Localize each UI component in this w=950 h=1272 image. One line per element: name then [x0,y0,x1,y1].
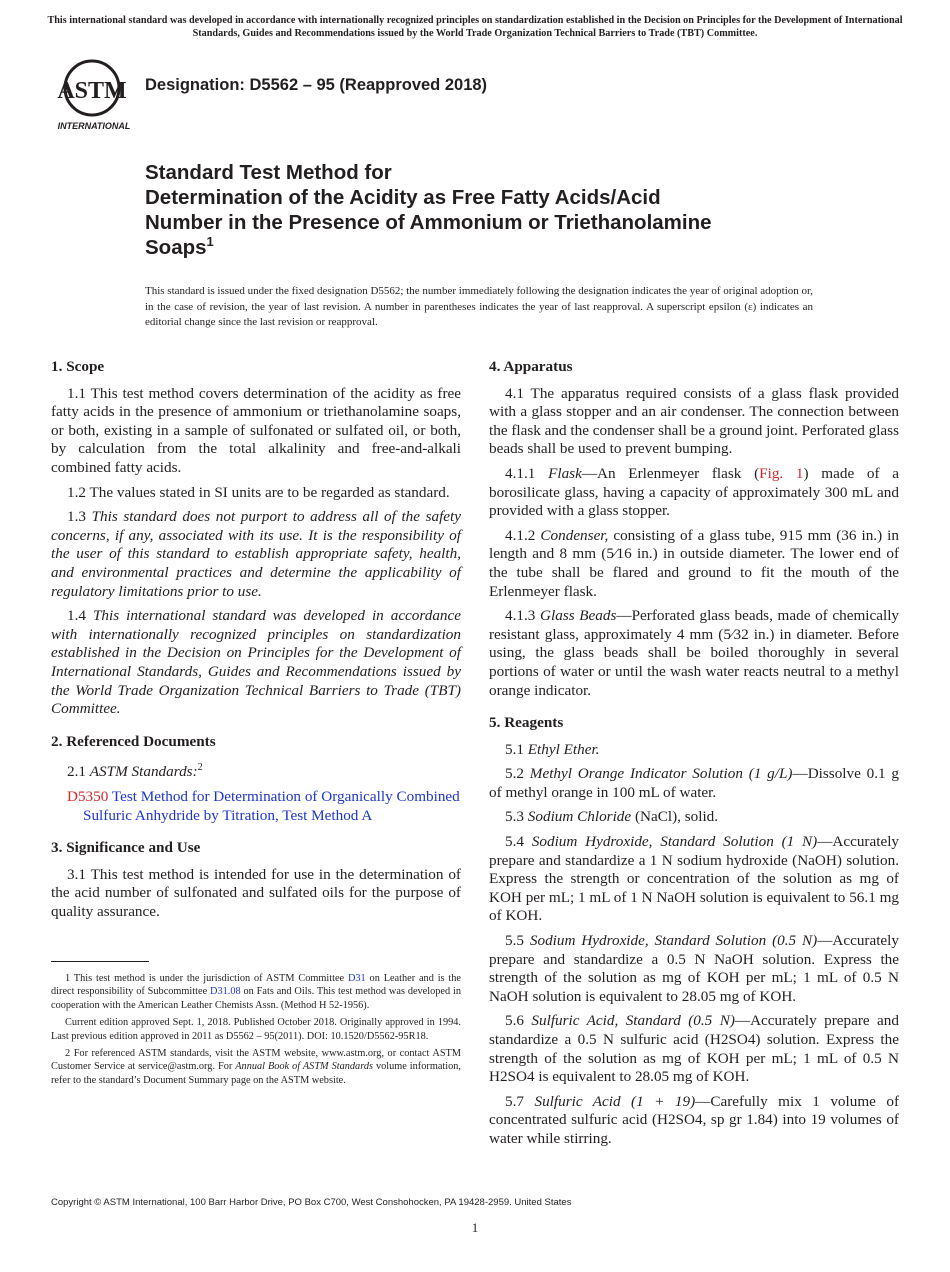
reference-d5350[interactable] [51,788,461,825]
section-reagents-heading: 5. Reagents [489,714,564,732]
designation: Designation: D5562 – 95 (Reapproved 2018) [145,76,488,94]
top-notice: This international standard was developed in accordance with internationally recognized principles on standardization established in the Decision on Principles for the Development of International Standards, Guides and Recommendations issued by the World Trade Organization Technical Barriers to Trade (TBT) Committee. [47,15,903,39]
footnote-1: 1 This test method is under the jurisdiction of ASTM Committee D31 on Leather and is the direct responsibility of Subcommittee D31.08 on Fats and Oils. This test method was developed in cooperation with the American Leather Chemists Assn. (Method H 52-1956). [51,973,462,1011]
para-4-1-2: 4.1.2 Condenser, consisting of a glass tube, 915 mm (36 in.) in length and 8 mm (5⁄16 in.) in outside diameter. The lower end of the tube shall be flared and ground to fit the mouth of the Erlenmeyer flask. [489,526,899,600]
left-column [51,358,461,928]
para-5-6: 5.6 Sulfuric Acid, Standard (0.5 N)—Accurately prepare and standardize a 0.5 N sulfuric acid (H2SO4) solution. Express the strength of the solution as mg of KOH per mL; 1 mL of 0.5 N H2SO4 is equivalent to 28.05 mg of KOH. [489,1012,899,1086]
right-column [489,358,899,1155]
para-5-5: 5.5 Sodium Hydroxide, Standard Solution (0.5 N)—Accurately prepare and standardize a 0.5 N NaOH solution. Express the strength of the solution as mg of KOH per mL; 1 mL of 0.5 N NaOH solution is equivalent to 28.05 mg of KOH. [489,932,899,1005]
page-title: Standard Test Method for Determination of the Acidity as Free Fatty Acids/Acid Number in the Presence of Ammonium or Triethanolamine Soaps$^1$ [145,161,712,259]
footnote-divider [51,961,149,962]
section-significance-heading: 3. Significance and Use [51,839,201,857]
ref-code-link[interactable]: D5350 [67,787,109,805]
logo-subtext: INTERNATIONAL [57,121,131,131]
para-5-3: 5.3 Sodium Chloride (NaCl), solid. [505,808,719,826]
para-5-2: 5.2 Methyl Orange Indicator Solution (1 g/L)—Dissolve 0.1 g of methyl orange in 100 mL of water. [489,765,900,801]
para-4-1-1: 4.1.1 Flask—An Erlenmeyer flask (Fig. 1) made of a borosilicate glass, having a capacity of approximately 300 mL and provided with a glass stopper. [489,464,900,520]
title-footnote-mark: 1 [206,234,214,250]
para-4-1: 4.1 The apparatus required consists of a glass flask provided with a glass stopper and an air condenser. The connection between the flask and the condenser shall be a ground joint. Perforated glass beads shall be used to prevent bumping. [489,384,899,458]
issued-note: This standard is issued under the fixed designation D5562; the number immediately following the designation indicates the year of original adoption or, in the case of revision, the year of last revision. A number in parentheses indicates the year of last reapproval. A superscript epsilon (ε) indicates an editorial change since the last revision or reapproval. [145,285,813,329]
para-1-4: 1.4 This international standard was developed in accordance with internationally recognized principles on standardization established in the Decision on Principles for the Development of International Standards, Guides and Recommendations issued by the World Trade Organization Technical Barriers to Trade (TBT) Committee. [51,607,462,718]
para-2-1: 2.1 ASTM Standards:$^2$ [67,762,203,781]
section-apparatus-heading: 4. Apparatus [489,358,573,375]
copyright: Copyright © ASTM International, 100 Barr Harbor Drive, PO Box C700, West Conshohocken, PA 19428-2959. United States [51,1197,572,1208]
ref-title-link[interactable]: Test Method for Determination of Organically Combined Sulfuric Anhydride by Titration, Test Method A [83,787,460,824]
section-referenced-heading: 2. Referenced Documents [51,732,216,750]
fig-1-link[interactable]: Fig. 1 [759,464,804,482]
d31-link[interactable]: D31 [347,973,366,984]
para-5-7: 5.7 Sulfuric Acid (1 + 19)—Carefully mix 1 volume of concentrated sulfuric acid (H2SO4, sp gr 1.84) into 19 volumes of water while stirring. [489,1092,900,1147]
para-5-4: 5.4 Sodium Hydroxide, Standard Solution (1 N)—Accurately prepare and standardize a 1 N sodium hydroxide (NaOH) solution. Express the strength or concentration of the solution as mg of KOH per mL; 1 mL of 1 N NaOH solution is equivalent to 56.1 mg of KOH. [489,833,900,925]
footnotes [51,972,461,1091]
para-5-1: 5.1 Ethyl Ether. [505,740,600,758]
footnote-2: 2 For referenced ASTM standards, visit the ASTM website, www.astm.org, or contact ASTM Customer Service at service@astm.org. For Annual Book of ASTM Standards volume information, refer to the standard’s Document Summary page on the ASTM website. [51,1048,461,1086]
astm-logo [52,58,136,134]
page-number: 1 [471,1220,479,1235]
logo-text: ASTM [57,78,127,104]
d31-08-link[interactable]: D31.08 [210,986,241,998]
para-1-2: 1.2 The values stated in SI units are to be regarded as standard. [67,483,450,501]
section-scope-heading: 1. Scope [51,358,105,375]
para-4-1-3: 4.1.3 Glass Beads—Perforated glass beads, made of chemically resistant glass, approximately 4 mm (5⁄32 in.) in diameter. Before using, the glass beads shall be boiled thoroughly in several portions of water or until the wash water reacts neutral to a methyl orange indicator. [489,607,900,699]
para-1-1: 1.1 This test method covers determination of the acidity as free fatty acids in the presence of ammonium or triethanolamine soaps, or both, existing in a sample of sulfonated or sulfated oil, or both, by calculation from the total alkalinity and free-and-alkali combined fatty acids. [51,384,461,476]
footnote-current-edition: Current edition approved Sept. 1, 2018. Published October 2018. Originally approved in 1994. Last previous edition approved in 2011 as D5562 – 95(2011). DOI: 10.1520/D5562-95R18. [51,1017,461,1042]
para-1-3: 1.3 This standard does not purport to address all of the safety concerns, if any, associated with its use. It is the responsibility of the user of this standard to establish appropriate safety, health, and environmental practices and determine the applicability of regulatory limitations prior to use. [51,508,462,600]
para-3-1: 3.1 This test method is intended for use in the determination of the acid number of sulfonated and sulfated oils for the purpose of quality assurance. [51,865,461,920]
